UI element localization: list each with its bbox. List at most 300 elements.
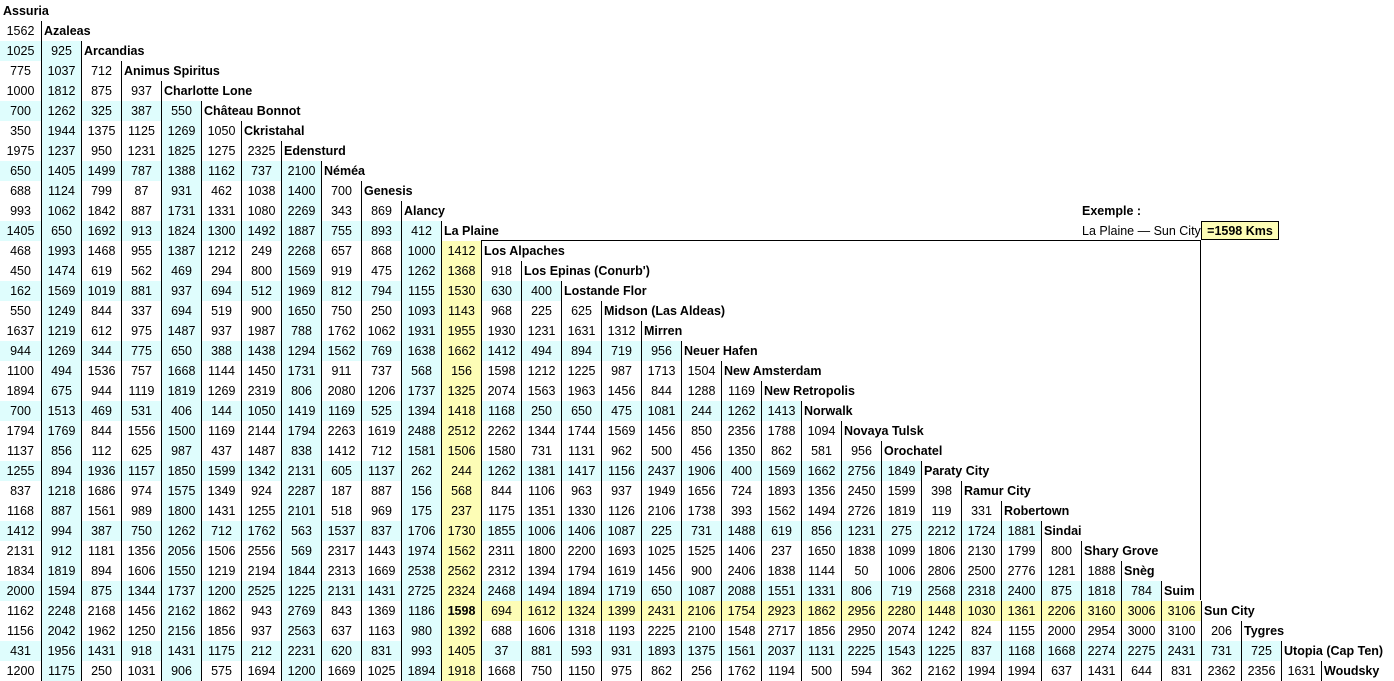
distance-cell-r11-c3: 913 <box>121 221 161 241</box>
distance-cell-r31-c18: 1548 <box>721 621 761 641</box>
distance-cell-r33-c1: 1175 <box>41 661 81 681</box>
distance-cell-r29-c22: 719 <box>881 581 921 601</box>
distance-cell-r7-c4: 1825 <box>161 141 201 161</box>
distance-cell-r26-c11: 1730 <box>441 521 481 541</box>
distance-cell-r8-c2: 1499 <box>81 161 121 181</box>
distance-cell-r30-c20: 1862 <box>801 601 841 621</box>
distance-cell-r23-c13: 1381 <box>521 461 561 481</box>
distance-cell-r28-c27: 1888 <box>1081 561 1121 581</box>
distance-cell-r29-c0: 2000 <box>0 581 41 601</box>
distance-cell-r24-c9: 887 <box>361 481 401 501</box>
distance-cell-r24-c5: 1349 <box>201 481 241 501</box>
distance-cell-r19-c12: 2074 <box>481 381 521 401</box>
distance-cell-r5-c4: 550 <box>161 101 201 121</box>
distance-cell-r32-c13: 881 <box>521 641 561 661</box>
distance-cell-r4-c0: 1000 <box>6 84 35 98</box>
distance-cell-r31-c13: 1606 <box>521 621 561 641</box>
distance-cell-r12-c0: 468 <box>10 244 31 258</box>
distance-cell-r12-c7: 2268 <box>281 241 321 261</box>
distance-cell-r18-c2: 1536 <box>81 361 121 381</box>
city-label-31: Tygres <box>1241 621 1284 641</box>
distance-cell-r25-c20: 1494 <box>801 501 841 521</box>
distance-cell-r26-c6: 1762 <box>241 521 281 541</box>
distance-cell-r33-c13: 750 <box>521 661 561 681</box>
distance-cell-r13-c5: 294 <box>201 261 241 281</box>
distance-cell-r14-c4: 937 <box>161 281 201 301</box>
distance-cell-r32-c20: 1131 <box>801 641 841 661</box>
distance-cell-r30-c6: 943 <box>241 601 281 621</box>
distance-cell-r27-c17: 1525 <box>681 541 721 561</box>
distance-cell-r19-c7: 806 <box>281 381 321 401</box>
distance-cell-r20-c16: 1081 <box>641 401 681 421</box>
city-label-3: Animus Spiritus <box>121 61 220 81</box>
distance-cell-r21-c20: 1094 <box>801 421 841 441</box>
distance-cell-r28-c20: 1144 <box>801 561 841 581</box>
distance-cell-r17-c6: 1438 <box>241 341 281 361</box>
distance-cell-r20-c0: 700 <box>0 401 41 421</box>
distance-cell-r31-c14: 1318 <box>561 621 601 641</box>
distance-cell-r29-c4: 1737 <box>161 581 201 601</box>
distance-cell-r25-c1: 887 <box>41 501 81 521</box>
distance-cell-r27-c15: 1693 <box>601 541 641 561</box>
distance-cell-r28-c18: 2406 <box>721 561 761 581</box>
distance-cell-r21-c1: 1769 <box>41 421 81 441</box>
distance-cell-r33-c4: 906 <box>161 661 201 681</box>
distance-cell-r17-c7: 1294 <box>281 341 321 361</box>
distance-cell-r23-c15: 1156 <box>601 461 641 481</box>
distance-cell-r32-c12: 37 <box>481 641 521 661</box>
distance-cell-r30-c29: 3106 <box>1161 601 1201 621</box>
distance-cell-r32-c16: 1893 <box>641 641 681 661</box>
distance-cell-r10-c9: 869 <box>361 201 401 221</box>
distance-cell-r20-c6: 1050 <box>241 401 281 421</box>
distance-cell-r22-c7: 838 <box>281 441 321 461</box>
distance-cell-r26-c8: 1537 <box>321 521 361 541</box>
distance-cell-r29-c3: 1344 <box>121 581 161 601</box>
distance-cell-r33-c17: 256 <box>681 661 721 681</box>
distance-cell-r27-c7: 569 <box>281 541 321 561</box>
distance-cell-r19-c5: 1269 <box>201 381 241 401</box>
distance-cell-r11-c1: 650 <box>41 221 81 241</box>
distance-cell-r19-c18: 1169 <box>721 381 761 401</box>
distance-cell-r24-c14: 963 <box>561 481 601 501</box>
city-label-18: New Amsterdam <box>721 361 822 381</box>
distance-cell-r30-c18: 1754 <box>721 601 761 621</box>
distance-cell-r28-c12: 2312 <box>481 561 521 581</box>
distance-cell-r25-c15: 1126 <box>601 501 641 521</box>
distance-cell-r31-c25: 1155 <box>1001 621 1041 641</box>
distance-cell-r16-c9: 1062 <box>361 321 401 341</box>
distance-cell-r12-c2: 1468 <box>81 241 121 261</box>
distance-cell-r30-c7: 2769 <box>281 601 321 621</box>
distance-cell-r18-c16: 1713 <box>641 361 681 381</box>
distance-cell-r33-c5: 575 <box>201 661 241 681</box>
distance-cell-r4-c1: 1812 <box>41 81 81 101</box>
distance-cell-r27-c6: 2556 <box>241 541 281 561</box>
distance-cell-r30-c8: 843 <box>321 601 361 621</box>
distance-cell-r31-c8: 637 <box>321 621 361 641</box>
distance-cell-r14-c12: 630 <box>481 281 521 301</box>
distance-cell-r6-c1: 1944 <box>41 121 81 141</box>
distance-cell-r13-c8: 919 <box>321 261 361 281</box>
distance-cell-r11-c0: 1405 <box>0 221 41 241</box>
distance-cell-r8-c6: 737 <box>241 161 281 181</box>
distance-cell-r33-c16: 862 <box>641 661 681 681</box>
distance-cell-r9-c4: 931 <box>161 181 201 201</box>
distance-cell-r1-c0: 1562 <box>6 24 35 38</box>
distance-cell-r23-c0: 1255 <box>0 461 41 481</box>
distance-cell-r10-c2: 1842 <box>81 201 121 221</box>
distance-cell-r24-c19: 1893 <box>761 481 801 501</box>
distance-cell-r28-c14: 1794 <box>561 561 601 581</box>
distance-cell-r22-c13: 731 <box>521 441 561 461</box>
distance-cell-r25-c2: 1561 <box>81 501 121 521</box>
distance-cell-r26-c17: 731 <box>681 521 721 541</box>
distance-cell-r27-c8: 2317 <box>321 541 361 561</box>
distance-cell-r13-c3: 562 <box>121 261 161 281</box>
distance-cell-r31-c3: 1250 <box>121 621 161 641</box>
city-label-15: Midson (Las Aldeas) <box>601 301 725 321</box>
city-label-32: Utopia (Cap Ten) <box>1281 641 1383 661</box>
distance-cell-r30-c26: 2206 <box>1041 601 1081 621</box>
distance-cell-r32-c25: 1168 <box>1001 641 1041 661</box>
distance-cell-r33-c30: 2362 <box>1201 661 1241 681</box>
distance-cell-r20-c1: 1513 <box>41 401 81 421</box>
distance-cell-r26-c9: 837 <box>361 521 401 541</box>
distance-cell-r24-c8: 187 <box>321 481 361 501</box>
distance-cell-r26-c25: 1881 <box>1001 521 1041 541</box>
distance-cell-r5-c2: 325 <box>81 101 121 121</box>
distance-cell-r32-c5: 1175 <box>201 641 241 661</box>
distance-cell-r29-c2: 875 <box>81 581 121 601</box>
distance-cell-r24-c6: 924 <box>241 481 281 501</box>
distance-cell-r32-c4: 1431 <box>161 641 201 661</box>
distance-cell-r14-c7: 1969 <box>281 281 321 301</box>
distance-cell-r31-c10: 980 <box>401 621 441 641</box>
distance-cell-r28-c1: 1819 <box>41 561 81 581</box>
distance-cell-r30-c1: 2248 <box>41 601 81 621</box>
city-label-23: Paraty City <box>921 461 989 481</box>
distance-cell-r20-c13: 250 <box>521 401 561 421</box>
distance-cell-r26-c2: 387 <box>81 521 121 541</box>
distance-cell-r26-c23: 2212 <box>921 521 961 541</box>
distance-cell-r11-c9: 893 <box>361 221 401 241</box>
distance-cell-r13-c2: 619 <box>81 261 121 281</box>
distance-cell-r5-c3: 387 <box>121 101 161 121</box>
distance-cell-r22-c5: 437 <box>201 441 241 461</box>
distance-cell-r32-c7: 2231 <box>281 641 321 661</box>
distance-cell-r25-c18: 393 <box>721 501 761 521</box>
distance-cell-r18-c4: 1668 <box>161 361 201 381</box>
distance-cell-r31-c29: 3100 <box>1161 621 1201 641</box>
distance-cell-r24-c13: 1106 <box>521 481 561 501</box>
distance-cell-r15-c12: 968 <box>481 301 521 321</box>
distance-cell-r12-c6: 249 <box>241 241 281 261</box>
distance-cell-r32-c10: 993 <box>401 641 441 661</box>
distance-cell-r9-c1: 1124 <box>41 181 81 201</box>
distance-cell-r30-c25: 1361 <box>1001 601 1041 621</box>
distance-cell-r33-c15: 975 <box>601 661 641 681</box>
distance-cell-r25-c13: 1351 <box>521 501 561 521</box>
distance-cell-r28-c19: 1838 <box>761 561 801 581</box>
distance-cell-r29-c5: 1200 <box>201 581 241 601</box>
distance-cell-r26-c12: 1855 <box>481 521 521 541</box>
distance-cell-r26-c18: 1488 <box>721 521 761 541</box>
distance-cell-r14-c8: 812 <box>321 281 361 301</box>
distance-cell-r7-c1: 1237 <box>41 141 81 161</box>
distance-cell-r20-c10: 1394 <box>401 401 441 421</box>
distance-cell-r31-c2: 1962 <box>81 621 121 641</box>
distance-cell-r18-c8: 911 <box>321 361 361 381</box>
distance-cell-r29-c20: 1331 <box>801 581 841 601</box>
distance-cell-r21-c16: 1456 <box>641 421 681 441</box>
distance-cell-r28-c4: 1550 <box>161 561 201 581</box>
distance-cell-r30-c9: 1369 <box>361 601 401 621</box>
distance-cell-r15-c11: 1143 <box>441 301 481 321</box>
distance-cell-r25-c11: 237 <box>441 501 481 521</box>
distance-cell-r8-c4: 1388 <box>161 161 201 181</box>
distance-cell-r33-c21: 594 <box>841 661 881 681</box>
distance-cell-r33-c18: 1762 <box>721 661 761 681</box>
distance-cell-r31-c17: 2100 <box>681 621 721 641</box>
distance-cell-r18-c5: 1144 <box>201 361 241 381</box>
distance-cell-r30-c4: 2162 <box>161 601 201 621</box>
distance-cell-r30-c28: 3006 <box>1121 601 1161 621</box>
distance-cell-r12-c4: 1387 <box>161 241 201 261</box>
distance-cell-r14-c0: 162 <box>0 281 41 301</box>
distance-cell-r25-c9: 969 <box>361 501 401 521</box>
distance-cell-r33-c3: 1031 <box>121 661 161 681</box>
distance-cell-r32-c18: 1561 <box>721 641 761 661</box>
distance-cell-r25-c6: 1255 <box>241 501 281 521</box>
distance-cell-r28-c15: 1619 <box>601 561 641 581</box>
distance-cell-r19-c4: 1819 <box>161 381 201 401</box>
distance-cell-r19-c16: 844 <box>641 381 681 401</box>
distance-cell-r22-c9: 712 <box>361 441 401 461</box>
distance-cell-r29-c25: 2400 <box>1001 581 1041 601</box>
distance-cell-r30-c21: 2956 <box>841 601 881 621</box>
distance-cell-r30-c22: 2280 <box>881 601 921 621</box>
distance-cell-r32-c23: 1225 <box>921 641 961 661</box>
distance-cell-r26-c20: 856 <box>801 521 841 541</box>
distance-cell-r27-c26: 800 <box>1041 541 1081 561</box>
distance-cell-r29-c17: 1087 <box>681 581 721 601</box>
city-label-9: Genesis <box>361 181 413 201</box>
distance-cell-r18-c15: 987 <box>601 361 641 381</box>
distance-cell-r9-c8: 700 <box>321 181 361 201</box>
distance-cell-r26-c15: 1087 <box>601 521 641 541</box>
distance-cell-r10-c1: 1062 <box>41 201 81 221</box>
distance-cell-r21-c15: 1569 <box>601 421 641 441</box>
distance-cell-r31-c0: 1156 <box>7 624 34 638</box>
distance-cell-r29-c8: 2131 <box>321 581 361 601</box>
distance-cell-r19-c11: 1325 <box>441 381 481 401</box>
distance-cell-r21-c12: 2262 <box>481 421 521 441</box>
distance-cell-r25-c23: 119 <box>921 501 961 521</box>
city-label-24: Ramur City <box>961 481 1031 501</box>
distance-cell-r27-c9: 1443 <box>361 541 401 561</box>
distance-cell-r7-c5: 1275 <box>201 141 241 161</box>
distance-cell-r32-c27: 2274 <box>1081 641 1121 661</box>
distance-cell-r32-c2: 1431 <box>81 641 121 661</box>
distance-cell-r32-c14: 593 <box>561 641 601 661</box>
distance-cell-r27-c24: 2130 <box>961 541 1001 561</box>
distance-cell-r18-c6: 1450 <box>241 361 281 381</box>
distance-cell-r32-c28: 2275 <box>1121 641 1161 661</box>
distance-cell-r33-c10: 1894 <box>401 661 441 681</box>
distance-cell-r3-c0: 775 <box>10 64 31 78</box>
distance-cell-r7-c3: 1231 <box>121 141 161 161</box>
distance-cell-r27-c12: 2311 <box>481 541 521 561</box>
distance-cell-r33-c25: 1994 <box>1001 661 1041 681</box>
distance-cell-r31-c9: 1163 <box>361 621 401 641</box>
example-guide-right-line <box>1200 240 1201 600</box>
distance-cell-r25-c24: 331 <box>961 501 1001 521</box>
distance-cell-r30-c16: 2431 <box>641 601 681 621</box>
distance-cell-r20-c11: 1418 <box>441 401 481 421</box>
distance-cell-r22-c10: 1581 <box>401 441 441 461</box>
distance-cell-r25-c14: 1330 <box>561 501 601 521</box>
distance-cell-r28-c3: 1606 <box>121 561 161 581</box>
distance-cell-r9-c5: 462 <box>201 181 241 201</box>
distance-cell-r31-c22: 2074 <box>881 621 921 641</box>
distance-cell-r31-c26: 2000 <box>1041 621 1081 641</box>
distance-cell-r15-c1: 1249 <box>41 301 81 321</box>
example-title: Exemple : <box>1082 204 1142 218</box>
distance-cell-r4-c2: 875 <box>81 81 121 101</box>
distance-cell-r10-c8: 343 <box>321 201 361 221</box>
distance-cell-r29-c18: 2088 <box>721 581 761 601</box>
example-guide-top-line <box>481 240 1201 241</box>
distance-cell-r24-c23: 398 <box>921 481 961 501</box>
distance-cell-r32-c19: 2037 <box>761 641 801 661</box>
distance-cell-r22-c19: 862 <box>761 441 801 461</box>
distance-cell-r27-c19: 237 <box>761 541 801 561</box>
distance-cell-r24-c11: 568 <box>441 481 481 501</box>
distance-cell-r32-c29: 2431 <box>1161 641 1201 661</box>
city-label-7: Edensturd <box>281 141 346 161</box>
distance-cell-r32-c24: 837 <box>961 641 1001 661</box>
distance-cell-r24-c3: 974 <box>121 481 161 501</box>
distance-cell-r33-c2: 250 <box>81 661 121 681</box>
distance-cell-r31-c19: 2717 <box>761 621 801 641</box>
distance-cell-r32-c9: 831 <box>361 641 401 661</box>
distance-cell-r20-c3: 531 <box>121 401 161 421</box>
distance-cell-r25-c17: 1738 <box>681 501 721 521</box>
distance-cell-r30-c27: 3160 <box>1081 601 1121 621</box>
city-label-10: Alancy <box>401 201 445 221</box>
distance-cell-r12-c10: 1000 <box>401 241 441 261</box>
distance-cell-r26-c1: 994 <box>41 521 81 541</box>
distance-cell-r29-c7: 1225 <box>281 581 321 601</box>
distance-cell-r17-c15: 719 <box>601 341 641 361</box>
distance-cell-r28-c13: 1394 <box>521 561 561 581</box>
distance-cell-r27-c4: 2056 <box>161 541 201 561</box>
distance-cell-r22-c4: 987 <box>161 441 201 461</box>
distance-cell-r17-c10: 1638 <box>401 341 441 361</box>
distance-cell-r8-c1: 1405 <box>41 161 81 181</box>
distance-cell-r31-c24: 824 <box>961 621 1001 641</box>
distance-cell-r21-c13: 1344 <box>521 421 561 441</box>
distance-cell-r19-c8: 2080 <box>321 381 361 401</box>
distance-cell-r10-c5: 1331 <box>201 201 241 221</box>
distance-cell-r21-c3: 1556 <box>121 421 161 441</box>
distance-cell-r16-c3: 975 <box>121 321 161 341</box>
distance-cell-r27-c11: 1562 <box>441 541 481 561</box>
distance-cell-r21-c14: 1744 <box>561 421 601 441</box>
distance-cell-r28-c11: 2562 <box>441 561 481 581</box>
distance-cell-r11-c2: 1692 <box>81 221 121 241</box>
distance-cell-r6-c4: 1269 <box>161 121 201 141</box>
distance-cell-r23-c20: 1662 <box>801 461 841 481</box>
distance-cell-r23-c9: 1137 <box>361 461 401 481</box>
distance-cell-r31-c7: 2563 <box>281 621 321 641</box>
distance-cell-r28-c16: 1456 <box>641 561 681 581</box>
distance-cell-r10-c6: 1080 <box>241 201 281 221</box>
distance-cell-r30-c5: 1862 <box>201 601 241 621</box>
distance-cell-r33-c6: 1694 <box>241 661 281 681</box>
distance-cell-r33-c11: 1918 <box>441 661 481 681</box>
distance-cell-r24-c12: 844 <box>481 481 521 501</box>
distance-cell-r21-c8: 2263 <box>321 421 361 441</box>
distance-cell-r22-c14: 1131 <box>561 441 601 461</box>
distance-cell-r8-c7: 2100 <box>281 161 321 181</box>
distance-cell-r22-c8: 1412 <box>321 441 361 461</box>
distance-cell-r29-c14: 1894 <box>561 581 601 601</box>
distance-cell-r29-c16: 650 <box>641 581 681 601</box>
distance-cell-r21-c0: 1794 <box>6 424 35 438</box>
distance-cell-r13-c6: 800 <box>241 261 281 281</box>
distance-cell-r19-c15: 1456 <box>601 381 641 401</box>
distance-cell-r25-c21: 2726 <box>841 501 881 521</box>
distance-cell-r23-c19: 1569 <box>761 461 801 481</box>
distance-cell-r33-c31: 2356 <box>1241 661 1281 681</box>
distance-cell-r15-c2: 844 <box>81 301 121 321</box>
distance-cell-r16-c6: 1987 <box>241 321 281 341</box>
distance-cell-r22-c20: 581 <box>801 441 841 461</box>
distance-cell-r26-c22: 275 <box>881 521 921 541</box>
distance-cell-r19-c2: 944 <box>81 381 121 401</box>
distance-cell-r29-c19: 1551 <box>761 581 801 601</box>
distance-cell-r25-c5: 1431 <box>201 501 241 521</box>
distance-cell-r16-c14: 1631 <box>561 321 601 341</box>
distance-cell-r33-c28: 644 <box>1121 661 1161 681</box>
distance-cell-r28-c0: 1834 <box>6 564 35 578</box>
city-label-5: Château Bonnot <box>201 101 301 121</box>
distance-cell-r12-c9: 868 <box>361 241 401 261</box>
distance-cell-r28-c10: 2538 <box>401 561 441 581</box>
distance-cell-r19-c6: 2319 <box>241 381 281 401</box>
distance-cell-r14-c13: 400 <box>521 281 561 301</box>
city-label-17: Neuer Hafen <box>681 341 758 361</box>
distance-cell-r30-c17: 2106 <box>681 601 721 621</box>
distance-cell-r17-c5: 388 <box>201 341 241 361</box>
distance-cell-r16-c0: 1637 <box>6 324 35 338</box>
distance-cell-r23-c21: 2756 <box>841 461 881 481</box>
distance-cell-r24-c4: 1575 <box>161 481 201 501</box>
distance-cell-r21-c10: 2488 <box>401 421 441 441</box>
city-label-6: Ckristahal <box>241 121 304 141</box>
distance-cell-r29-c15: 1719 <box>601 581 641 601</box>
distance-cell-r20-c18: 1262 <box>721 401 761 421</box>
distance-cell-r33-c8: 1669 <box>321 661 361 681</box>
distance-cell-r25-c7: 2101 <box>281 501 321 521</box>
distance-cell-r31-c16: 2225 <box>641 621 681 641</box>
distance-cell-r16-c12: 1930 <box>481 321 521 341</box>
distance-cell-r18-c9: 737 <box>361 361 401 381</box>
distance-cell-r25-c3: 989 <box>121 501 161 521</box>
distance-cell-r23-c6: 1342 <box>241 461 281 481</box>
